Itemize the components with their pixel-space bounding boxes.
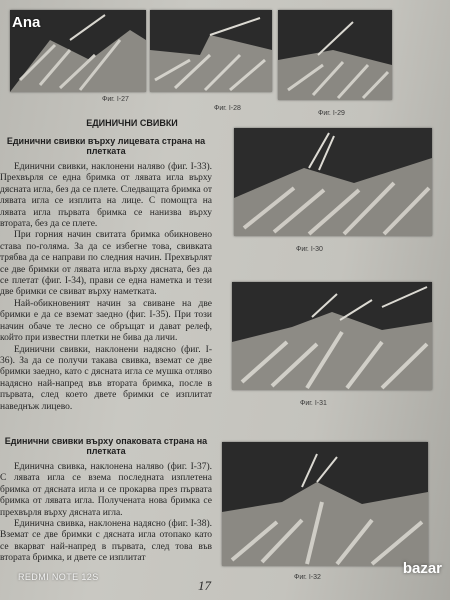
- knitting-photo-28: [150, 10, 272, 92]
- photo-fig-32: [222, 442, 428, 566]
- caption-fig-30: Фиг. I-30: [296, 246, 323, 253]
- paragraph-5: Единична свивка, наклонена наляво (фиг. I-37). С лявата игла се взема последната изплетена бримка от дясната игла и се прокарва през първата бримка от лявата игла. Получената нова бримка се прехвърля върху дясната игла.: [0, 462, 212, 518]
- section-subtitle-face: Единични свивки върху лицевата страна на плетката: [6, 136, 206, 157]
- paragraph-6: Единична свивка, наклонена надясно (фиг. I-38). Вземат се две бримки с дясната игла отопако като се вкарват най-напред в първата, след това във втората бримка, и двете се изплитат: [0, 519, 212, 564]
- knitting-photo-29: [278, 10, 392, 100]
- camera-watermark: REDMI NOTE 12S: [18, 572, 99, 582]
- text-block-face: [0, 162, 212, 424]
- caption-fig-31: Фиг. I-31: [300, 400, 327, 407]
- photo-fig-29: [278, 10, 392, 100]
- watermark-user: Ana: [12, 14, 41, 31]
- photo-fig-31: [232, 282, 432, 390]
- caption-fig-32: Фиг. I-32: [294, 574, 321, 581]
- photo-fig-30: [234, 128, 432, 236]
- caption-fig-27: Фиг. I-27: [102, 96, 129, 103]
- knitting-photo-32: [222, 442, 428, 566]
- bazar-logo: bazar: [402, 560, 442, 577]
- knitting-photo-31: [232, 282, 432, 390]
- caption-fig-29: Фиг. I-29: [318, 110, 345, 117]
- paragraph-3: Най-обикновеният начин за свиване на две бримки е да се вземат заедно (фиг. I-35). При този начин обаче те лесно се обръщат и дават релеф, който при известни плетки не бива да личи.: [0, 298, 212, 344]
- paragraph-2: При горния начин свитата бримка обикновено става по-голяма. За да се избегне това, свивката трябва да се направи по следния начин. Прехвърлят се две бримки от лявата игла върху дясната, без да се плетат (фиг. I-34), прави се една наметка и тези две бримки се свиват върху наметката.: [0, 230, 212, 298]
- photo-fig-28: [150, 10, 272, 92]
- section-title: ЕДИНИЧНИ СВИВКИ: [86, 118, 178, 128]
- caption-fig-28: Фиг. I-28: [214, 105, 241, 112]
- page-number: 17: [198, 578, 211, 593]
- text-block-back: [0, 462, 212, 576]
- knitting-photo-30: [234, 128, 432, 236]
- paragraph-4: Единични свивки, наклонени надясно (фиг. I-36). За да се получи такава свивка, вземат се две бримки заедно, като с дясната игла се мушка отляво надясно най-напред във втората бримка, после в първата, след което двете бримки се изплитат наведнъж лицево.: [0, 344, 212, 412]
- section-subtitle-back: Единични свивки върху опаковата страна на плетката: [4, 436, 208, 457]
- paragraph-1: Единични свивки, наклонени наляво (фиг. I-33). Прехвърля се една бримка от лявата игла върху дясната игла, без да се плете. Следващата бримка от лявата игла се изплита на лице. С помощта на лявата игла първата бримка се нанизва върху втората, без да се плете.: [0, 162, 212, 230]
